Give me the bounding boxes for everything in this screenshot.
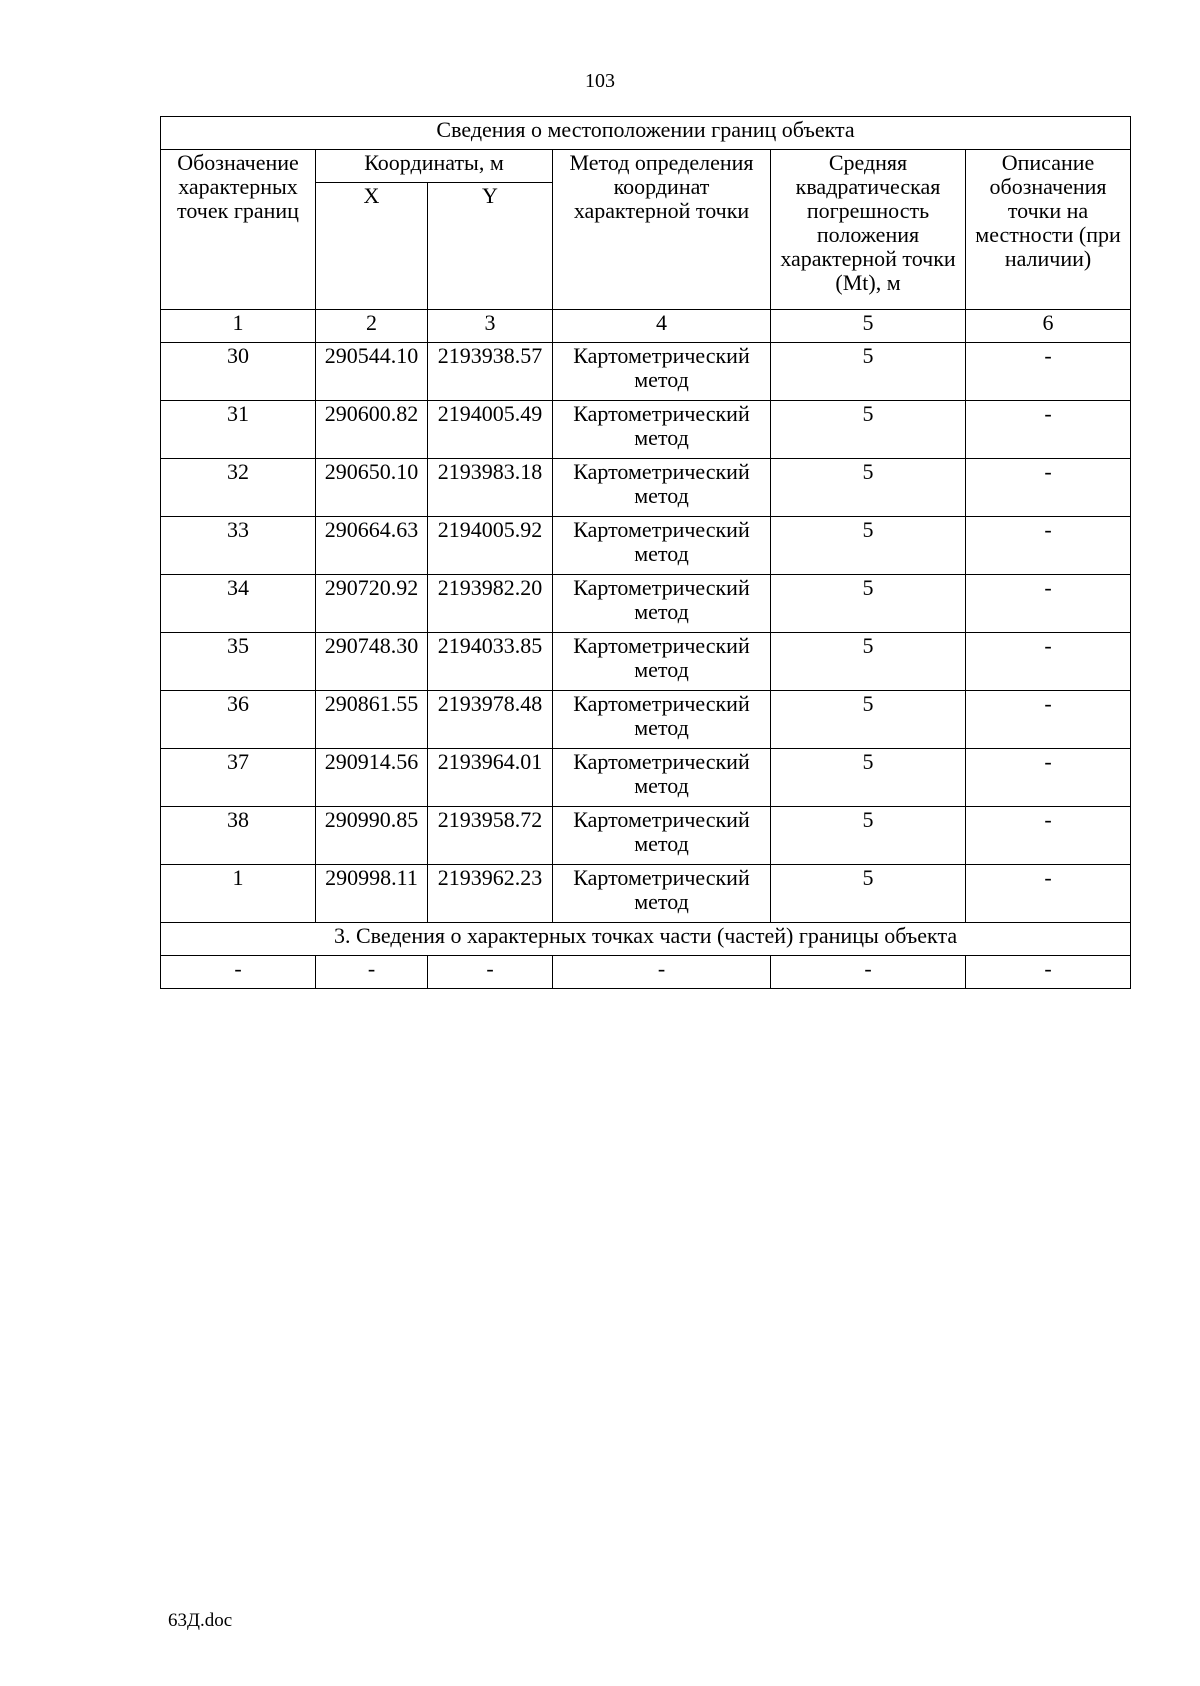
table-row — [161, 691, 1131, 749]
x-cell: 290720.92 — [316, 575, 428, 633]
error-cell: 5 — [771, 401, 966, 459]
x-cell: 290990.85 — [316, 807, 428, 865]
description-cell: - — [966, 401, 1131, 459]
boundary-table — [160, 116, 1131, 989]
point-cell: 30 — [161, 343, 316, 401]
header-description: Описание обозначения точки на местности (при наличии) — [966, 150, 1131, 310]
table-row — [161, 749, 1131, 807]
x-cell: 290748.30 — [316, 633, 428, 691]
error-cell: 5 — [771, 575, 966, 633]
header-method: Метод определения координат характерной точки — [553, 150, 771, 310]
column-number: 2 — [316, 310, 428, 343]
header-y: Y — [428, 183, 553, 310]
table-row — [161, 865, 1131, 923]
part-cell: - — [771, 956, 966, 989]
method-cell: Картометрический метод — [553, 575, 771, 633]
y-cell: 2194005.49 — [428, 401, 553, 459]
table-title-row — [161, 117, 1131, 150]
point-cell: 35 — [161, 633, 316, 691]
column-numbers-row — [161, 310, 1131, 343]
table-row — [161, 459, 1131, 517]
part-section-row — [161, 923, 1131, 956]
description-cell: - — [966, 807, 1131, 865]
method-cell: Картометрический метод — [553, 517, 771, 575]
y-cell: 2193978.48 — [428, 691, 553, 749]
x-cell: 290544.10 — [316, 343, 428, 401]
part-points-row — [161, 956, 1131, 989]
x-cell: 290600.82 — [316, 401, 428, 459]
x-cell: 290664.63 — [316, 517, 428, 575]
description-cell: - — [966, 865, 1131, 923]
description-cell: - — [966, 575, 1131, 633]
method-cell: Картометрический метод — [553, 459, 771, 517]
column-number: 3 — [428, 310, 553, 343]
table-row — [161, 343, 1131, 401]
method-cell: Картометрический метод — [553, 401, 771, 459]
description-cell: - — [966, 343, 1131, 401]
point-cell: 33 — [161, 517, 316, 575]
page-number: 103 — [585, 70, 615, 92]
column-number: 6 — [966, 310, 1131, 343]
method-cell: Картометрический метод — [553, 633, 771, 691]
column-number: 4 — [553, 310, 771, 343]
y-cell: 2193958.72 — [428, 807, 553, 865]
part-cell: - — [428, 956, 553, 989]
point-cell: 37 — [161, 749, 316, 807]
x-cell: 290861.55 — [316, 691, 428, 749]
error-cell: 5 — [771, 691, 966, 749]
description-cell: - — [966, 633, 1131, 691]
y-cell: 2194005.92 — [428, 517, 553, 575]
part-cell: - — [316, 956, 428, 989]
y-cell: 2193962.23 — [428, 865, 553, 923]
part-cell: - — [161, 956, 316, 989]
point-cell: 36 — [161, 691, 316, 749]
header-x: X — [316, 183, 428, 310]
y-cell: 2193938.57 — [428, 343, 553, 401]
description-cell: - — [966, 749, 1131, 807]
error-cell: 5 — [771, 517, 966, 575]
table-row — [161, 401, 1131, 459]
table-row — [161, 517, 1131, 575]
point-cell: 31 — [161, 401, 316, 459]
error-cell: 5 — [771, 749, 966, 807]
column-number: 1 — [161, 310, 316, 343]
y-cell: 2194033.85 — [428, 633, 553, 691]
description-cell: - — [966, 517, 1131, 575]
x-cell: 290998.11 — [316, 865, 428, 923]
table-row — [161, 807, 1131, 865]
error-cell: 5 — [771, 343, 966, 401]
column-number: 5 — [771, 310, 966, 343]
method-cell: Картометрический метод — [553, 343, 771, 401]
point-cell: 32 — [161, 459, 316, 517]
y-cell: 2193982.20 — [428, 575, 553, 633]
y-cell: 2193983.18 — [428, 459, 553, 517]
footer-filename: 63Д.doc — [168, 1610, 233, 1631]
table-title: Сведения о местоположении границ объекта — [161, 117, 1131, 150]
header-point-designation: Обозначение характерных точек границ — [161, 150, 316, 310]
method-cell: Картометрический метод — [553, 807, 771, 865]
description-cell: - — [966, 691, 1131, 749]
error-cell: 5 — [771, 633, 966, 691]
x-cell: 290650.10 — [316, 459, 428, 517]
method-cell: Картометрический метод — [553, 749, 771, 807]
point-cell: 34 — [161, 575, 316, 633]
error-cell: 5 — [771, 459, 966, 517]
part-section-title: 3. Сведения о характерных точках части (частей) границы объекта — [161, 923, 1131, 956]
table-row — [161, 633, 1131, 691]
table-row — [161, 575, 1131, 633]
error-cell: 5 — [771, 807, 966, 865]
point-cell: 38 — [161, 807, 316, 865]
header-error: Средняя квадратическая погрешность положения характерной точки (Mt), м — [771, 150, 966, 310]
part-cell: - — [966, 956, 1131, 989]
point-cell: 1 — [161, 865, 316, 923]
x-cell: 290914.56 — [316, 749, 428, 807]
y-cell: 2193964.01 — [428, 749, 553, 807]
description-cell: - — [966, 459, 1131, 517]
part-cell: - — [553, 956, 771, 989]
error-cell: 5 — [771, 865, 966, 923]
header-row — [161, 150, 1131, 183]
method-cell: Картометрический метод — [553, 865, 771, 923]
method-cell: Картометрический метод — [553, 691, 771, 749]
header-coordinates: Координаты, м — [316, 150, 553, 183]
